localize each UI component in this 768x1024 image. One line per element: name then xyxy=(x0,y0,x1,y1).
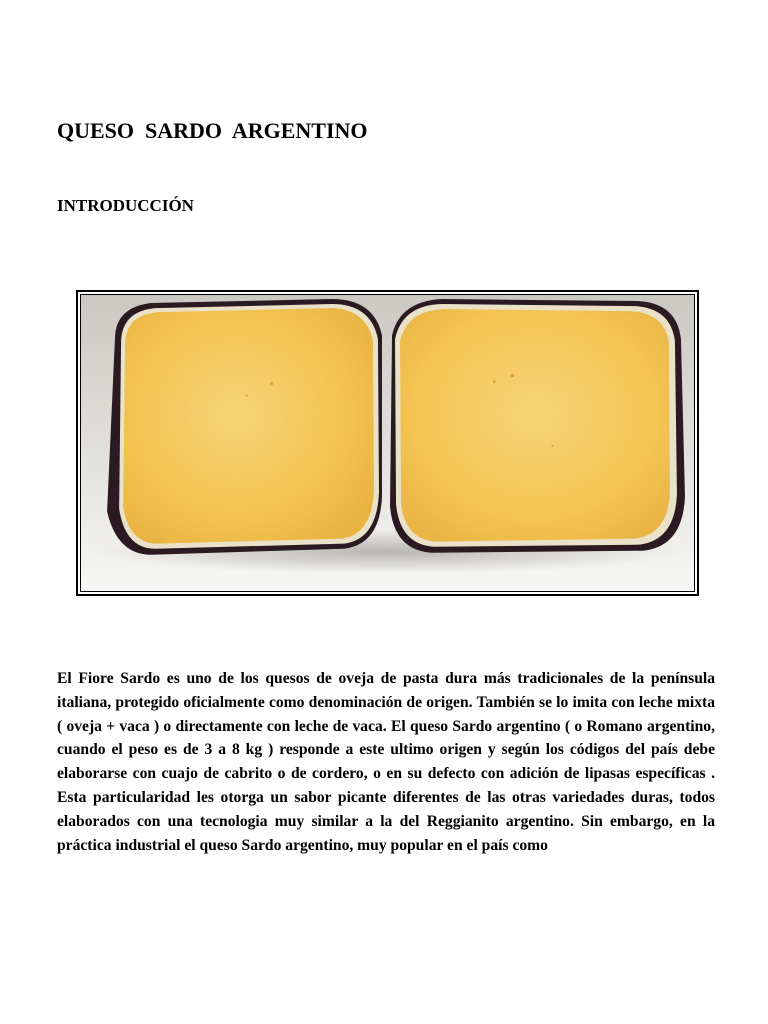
cheese-photo-inner xyxy=(80,294,695,592)
right-paste xyxy=(400,309,670,542)
left-paste xyxy=(123,308,374,544)
document-title: QUESO SARDO ARGENTINO xyxy=(57,118,368,143)
intro-paragraph: El Fiore Sardo es uno de los quesos de oveja de pasta dura más tradicionales de la península italiana, protegido oficialmente como denominación de origen. También se lo imita con leche mixta ( oveja + vaca ) o directamente con leche de vaca. El queso Sardo argentino ( o Romano argentino, cuando el peso es de 3 a 8 kg ) responde a este ultimo origen y según los códigos del país debe elaborarse con cuajo de cabrito o de cordero, o en su defecto con adición de lipasas específicas . Esta particularidad les otorga un sabor picante diferentes de las otras variedades duras, todos elaborados con una tecnologia muy similar a la del Reggianito argentino. Sin embargo, en la práctica industrial el queso Sardo argentino, muy popular en el país como xyxy=(57,670,715,854)
cheese-halves-illustration xyxy=(81,295,694,591)
cheese-photo xyxy=(76,290,699,596)
section-heading: INTRODUCCIÓN xyxy=(57,196,194,215)
